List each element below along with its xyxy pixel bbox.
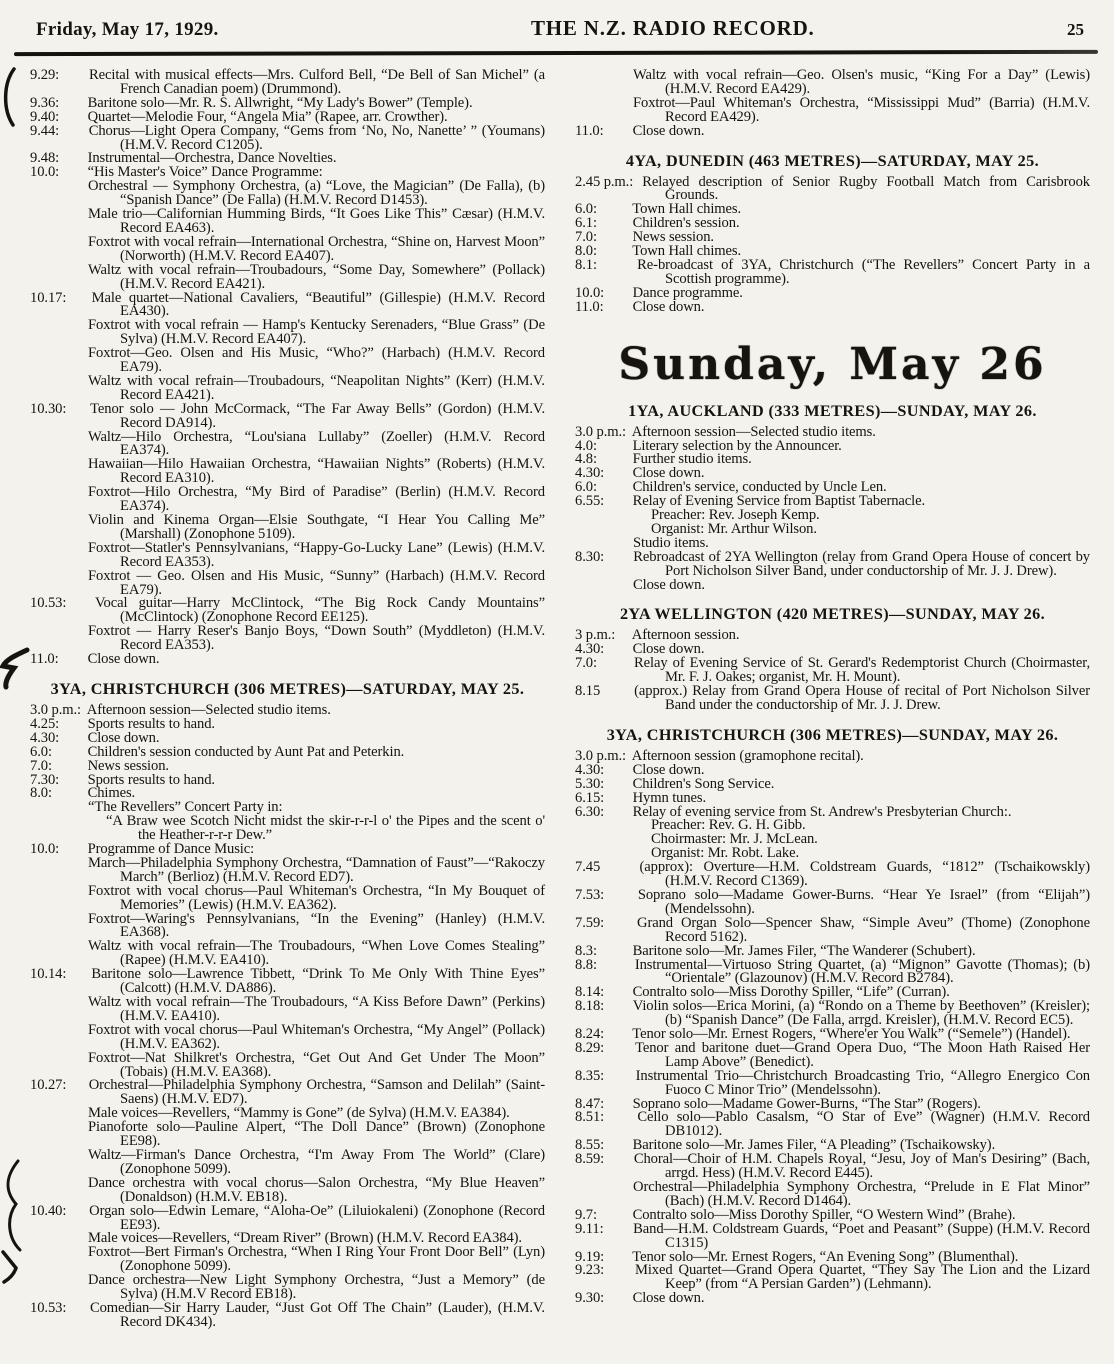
columns-container (0, 55, 1114, 1330)
entry-text: Foxtrot with vocal chorus—Paul Whiteman's Orchestra, “In My Bouquet of Memories” (Lewis) (H.M.V. EA362). (88, 882, 545, 913)
entry-text: Tenor solo—Mr. Ernest Rogers, “Where'er You Walk” (“Semele”) (Handel). (632, 1026, 1071, 1043)
entry-text: Preacher: Rev. G. H. Gibb. (651, 817, 806, 834)
entry-text: Re-broadcast of 3YA, Christchurch (“The Revellers” Concert Party in a Scottish programme). (637, 256, 1090, 287)
entry-text: Waltz with vocal refrain—The Troubadours, “When Love Comes Stealing” (Rapee) (H.M.V. EA410). (88, 938, 545, 969)
entry-text: Comedian—Sir Harry Lauder, “Just Got Off The Chain” (Lauder), (H.M.V. Record DK434). (89, 1299, 545, 1330)
programme-subentry (88, 1049, 545, 1080)
entry-text: Waltz with vocal refrain—Troubadours, “Some Day, Somewhere” (Pollack) (H.M.V. Record EA421). (88, 261, 545, 292)
time-label: 10.30: (30, 400, 67, 417)
station-title: 4YA, DUNEDIN (463 METRES)—SATURDAY, MAY 25. (625, 151, 1040, 170)
entry-text: Preacher: Rev. Joseph Kemp. (651, 507, 820, 524)
time-label: 7.0: (575, 655, 597, 672)
entry-text: Cello solo—Pablo Casalsm, “O Star of Eve” (Wagner) (H.M.V. Record DB1012). (637, 1109, 1090, 1140)
programme-entry (30, 1079, 545, 1107)
entry-text: Vocal guitar—Harry McClintock, “The Big Rock Candy Mountains” (McClintock) (Zonophone Record EE125). (94, 595, 545, 626)
programme-entry (575, 1264, 1090, 1292)
time-label: 10.53: (30, 595, 67, 612)
entry-text: Children's session. (632, 215, 740, 232)
programme-subentry (88, 347, 545, 375)
time-label: 4.8: (575, 451, 597, 468)
programme-entry (30, 597, 545, 625)
entry-text: Soprano solo—Madame Gower-Burns, “The Star” (Rogers). (632, 1095, 981, 1112)
programme-subentry (88, 514, 545, 542)
station-heading (575, 605, 1090, 623)
time-label: 4.30: (575, 761, 605, 778)
time-label: 9.48: (30, 150, 60, 167)
time-label: 4.30: (575, 641, 605, 658)
time-label: 11.0: (575, 298, 604, 315)
programme-entry (30, 122, 545, 153)
entry-text: Town Hall chimes. (632, 201, 742, 218)
entry-text: Foxtrot — Harry Reser's Banjo Boys, “Down South” (Myddleton) (H.M.V. Record EA353). (88, 623, 545, 654)
entry-text: Children's session conducted by Aunt Pat and Peterkin. (87, 743, 405, 760)
time-label: 7.59: (575, 914, 605, 931)
entry-text: Tenor and baritone duet—Grand Opera Duo, “The Moon Hath Raised Her Lamp Above” (Benedict). (635, 1039, 1090, 1070)
entry-text: Afternoon session—Selected studio items. (86, 701, 331, 718)
time-label: 8.8: (575, 956, 597, 973)
programme-subentry (88, 1121, 545, 1149)
programme-entry (575, 298, 1090, 315)
entry-text: Close down. (632, 761, 705, 778)
entry-text: Close down. (87, 729, 160, 746)
programme-subentry (88, 940, 545, 968)
programme-entry (575, 548, 1090, 579)
programme-subentry (633, 576, 1090, 593)
entry-text: Quartet—Melodie Four, “Angela Mia” (Rapee, arr. Crowther). (87, 108, 448, 125)
time-label: 5.30: (575, 775, 605, 792)
entry-text: Foxtrot—Hilo Orchestra, “My Bird of Paradise” (Berlin) (H.M.V. Record EA374). (88, 484, 545, 515)
entry-text: Choirmaster: Mr. J. McLean. (651, 831, 818, 848)
time-label: 10.0: (30, 164, 60, 181)
entry-text: “The Revellers” Concert Party in: (88, 799, 283, 816)
time-label: 4.0: (575, 437, 597, 454)
programme-entry (575, 861, 1090, 889)
programme-subentry (88, 539, 545, 570)
time-label: 10.53: (30, 1299, 67, 1316)
left-column (30, 69, 545, 1330)
entry-text: Recital with musical effects—Mrs. Culford Bell, “De Bell of San Michel” (a French Canadian poem) (Drummond). (89, 67, 545, 97)
entry-text: Baritone solo—Mr. James Filer, “The Wanderer (Schubert). (632, 942, 976, 959)
programme-entry (30, 1202, 545, 1233)
entry-text: Foxtrot—Geo. Olsen and His Music, “Who?” (Harbach) (H.M.V. Record EA79). (88, 345, 545, 376)
entry-text: Chimes. (87, 785, 136, 802)
entry-text: Afternoon session (gramophone recital). (631, 747, 864, 764)
entry-text: Pianoforte solo—Pauline Alpert, “The Doll Dance” (Brown) (Zonophone EE98). (88, 1119, 545, 1150)
time-label: 8.55: (575, 1137, 605, 1154)
programme-subentry (88, 1246, 545, 1274)
time-label: 8.30: (575, 548, 605, 565)
entry-text: Close down. (633, 576, 705, 593)
entry-text: Waltz with vocal refrain—The Troubadours, “A Kiss Before Dawn” (Perkins) (H.M.V. EA410). (88, 994, 545, 1024)
programme-subentry (88, 625, 545, 653)
time-label: 8.1: (575, 256, 597, 273)
programme-subentry (88, 882, 545, 913)
time-label: 11.0: (30, 651, 59, 668)
entry-text: Foxtrot — Geo. Olsen and His Music, “Sunny” (Harbach) (H.M.V. Record EA79). (88, 567, 545, 598)
station-heading (575, 726, 1090, 744)
programme-entry (575, 1039, 1090, 1070)
station-title: 1YA, AUCKLAND (333 METRES)—SUNDAY, MAY 26. (628, 401, 1037, 420)
entry-text: Waltz—Hilo Orchestra, “Lou'siana Lullaby” (Zoeller) (H.M.V. Record EA374). (88, 428, 545, 459)
entry-text: News session. (632, 229, 714, 246)
programme-subentry (88, 1146, 545, 1177)
masthead-title: THE N.Z. RADIO RECORD. (530, 16, 815, 40)
time-label: 8.15 (575, 683, 601, 700)
time-label: 7.45 (575, 859, 601, 876)
entry-text: Foxtrot—Nat Shilkret's Orchestra, “Get Out And Get Under The Moon” (Tobais) (H.M.V. EA368). (88, 1049, 545, 1080)
entry-text: Organ solo—Edwin Lemare, “Aloha-Oe” (Liluiokaleni) (Zonophone (Record EE93). (89, 1202, 545, 1233)
time-label: 9.11: (575, 1220, 604, 1237)
entry-text: Children's service, conducted by Uncle Len. (632, 479, 887, 496)
entry-text: Baritone solo—Lawrence Tibbett, “Drink To Me Only With Thine Eyes” (Calcott) (H.M.V. DA886). (91, 966, 545, 997)
programme-subentry (88, 1021, 545, 1052)
entry-text: Foxtrot with vocal refrain — Hamp's Kentucky Serenaders, “Blue Grass” (De Sylva) (H.M.V. Record EA407). (88, 317, 545, 348)
programme-entry (575, 657, 1090, 685)
entry-text: Mixed Quartet—Grand Opera Quartet, “They Say The Lion and the Lizard Keep” (from “A Persian Garden”) (Lehmann). (634, 1262, 1090, 1293)
programme-subentry (88, 372, 545, 403)
time-label: 9.7: (575, 1206, 597, 1223)
time-label: 8.29: (575, 1039, 605, 1056)
entry-text: Grand Organ Solo—Spencer Shaw, “Simple Aveu” (Thome) (Zonophone Record 5162). (637, 914, 1090, 945)
entry-text: Waltz with vocal refrain—Troubadours, “Neapolitan Nights” (Kerr) (H.M.V. Record EA421). (88, 372, 545, 403)
entry-text: Programme of Dance Music: (87, 841, 255, 858)
page-number: 25 (1067, 20, 1084, 39)
station-title: 3YA, CHRISTCHURCH (306 METRES)—SUNDAY, MAY 26. (606, 725, 1059, 744)
time-label: 7.30: (30, 771, 60, 788)
programme-subentry (88, 208, 545, 236)
entry-text: Foxtrot with vocal refrain—International Orchestra, “Shine on, Harvest Moon” (Norworth) (H.M.V. Record EA407). (88, 233, 545, 264)
entry-text: (approx): Overture—H.M. Coldstream Guards, “1812” (Tschaikowskly) (H.M.V. Record C1369). (639, 859, 1090, 890)
entry-text: Children's Song Service. (632, 775, 775, 792)
entry-text: Foxtrot—Statler's Pennsylvanians, “Happy-Go-Lucky Lane” (Lewis) (H.M.V. Record EA353). (88, 539, 545, 570)
entry-text: Relay of evening service from St. Andrew's Presbyterian Church:. (632, 803, 1012, 820)
entry-text: Organist: Mr. Arthur Wilson. (651, 520, 817, 537)
entry-text: Foxtrot—Waring's Pennsylvanians, “In the Evening” (Hanley) (H.M.V. EA368). (88, 910, 545, 941)
programme-subentry (88, 567, 545, 598)
time-label: 10.40: (30, 1202, 67, 1219)
time-label: 8.51: (575, 1109, 605, 1126)
time-label: 7.0: (575, 229, 597, 246)
entry-text: Hawaiian—Hilo Hawaiian Orchestra, “Hawaiian Nights” (Roberts) (H.M.V. Record EA310). (88, 456, 545, 487)
entry-text: Literary selection by the Announcer. (632, 437, 842, 454)
entry-text: Band—H.M. Coldstream Guards, “Poet and Peasant” (Suppe) (H.M.V. Record C1315) (633, 1220, 1090, 1251)
entry-text: News session. (87, 757, 169, 774)
programme-entry (30, 400, 545, 431)
time-label: 8.47: (575, 1095, 605, 1112)
station-heading (575, 402, 1090, 420)
programme-subentry (88, 180, 545, 208)
entry-text: Afternoon session. (631, 627, 740, 644)
entry-text: Dance orchestra—New Light Symphony Orchestra, “Just a Memory” (de Sylva) (H.M.V Record EB18). (88, 1272, 545, 1303)
programme-entry (30, 968, 545, 996)
entry-text: Dance programme. (632, 284, 743, 301)
time-label: 8.14: (575, 984, 605, 1001)
time-label: 11.0: (575, 122, 604, 139)
programme-subentry (88, 910, 545, 941)
time-label: 8.3: (575, 942, 597, 959)
time-label: 3.0 p.m.: (575, 423, 626, 440)
time-label: 6.0: (575, 479, 597, 496)
time-label: 6.15: (575, 789, 605, 806)
entry-text: Studio items. (633, 534, 709, 551)
programme-entry (575, 1292, 1090, 1306)
time-label: 8.18: (575, 998, 605, 1015)
time-label: 3.0 p.m.: (575, 747, 626, 764)
entry-text: Male trio—Californian Humming Birds, “It Goes Like This” Cæsar) (H.M.V. Record EA463). (88, 206, 545, 236)
programme-subentry (633, 1181, 1090, 1209)
entry-text: Close down. (87, 651, 160, 668)
entry-text: Relay of Evening Service of St. Gerard's Redemptorist Church (Choirmaster, Mr. F. J. Oakes; organist, Mr. H. Mount). (634, 655, 1090, 686)
programme-entry (30, 653, 545, 667)
page-header (0, 0, 1114, 41)
programme-detail-line (651, 520, 1090, 537)
entry-text: Close down. (632, 1290, 705, 1307)
programme-subentry (633, 94, 1090, 125)
time-label: 10.14: (30, 966, 67, 983)
entry-text: Orchestral—Philadelphia Symphony Orchestra, “Samson and Delilah” (Saint-Saens) (H.M.V. ED7). (88, 1077, 545, 1108)
programme-subentry (633, 69, 1090, 97)
time-label: 8.24: (575, 1026, 605, 1043)
entry-text: Male voices—Revellers, “Dream River” (Brown) (H.M.V. Record EA384). (88, 1230, 522, 1247)
time-label: 4.30: (575, 465, 605, 482)
entry-text: Orchestral — Symphony Orchestra, (a) “Love, the Magician” (De Falla), (b) “Spanish Dance” (De Falla) (H.M.V. Record D1453). (88, 178, 545, 209)
entry-text: Sports results to hand. (87, 715, 215, 732)
entry-text: Close down. (632, 298, 705, 315)
station-title: 2YA WELLINGTON (420 METRES)—SUNDAY, MAY 26. (619, 605, 1046, 624)
time-label: 10.0: (575, 284, 605, 301)
programme-entry (30, 1299, 545, 1330)
time-label: 8.35: (575, 1067, 605, 1084)
programme-subentry (88, 1174, 545, 1205)
programme-entry (575, 1220, 1090, 1251)
programme-entry (575, 956, 1090, 987)
entry-text: “A Braw wee Scotch Nicht midst the skir-r-r-l o' the Pipes and the scent o' the Heather-r-r-r Dew.” (106, 813, 545, 844)
time-label: 9.44: (30, 122, 60, 139)
entry-text: Rebroadcast of 2YA Wellington (relay from Grand Opera House of concert by Port Nicholson Silver Band, under conductorship of Mr. J. J. Drew). (633, 548, 1090, 579)
time-label: 8.0: (30, 785, 52, 802)
programme-subentry (88, 319, 545, 347)
entry-text: Further studio items. (632, 451, 752, 468)
programme-subentry (88, 1274, 545, 1302)
time-label: 3 p.m.: (575, 627, 616, 644)
entry-text: Relayed description of Senior Rugby Football Match from Carisbrook Grounds. (642, 173, 1090, 204)
time-label: 7.0: (30, 757, 52, 774)
station-heading (30, 680, 545, 698)
programme-entry (575, 1153, 1090, 1181)
programme-entry (575, 685, 1090, 713)
entry-text: Contralto solo—Miss Dorothy Spiller, “Life” (Curran). (632, 984, 950, 1001)
station-title: 3YA, CHRISTCHURCH (306 METRES)—SATURDAY, MAY 25. (50, 679, 525, 698)
entry-text: Male quartet—National Cavaliers, “Beautiful” (Gillespie) (H.M.V. Record EA430). (91, 289, 545, 320)
entry-text: Foxtrot—Bert Firman's Orchestra, “When I Ring Your Front Door Bell” (Lyn) (Zonophone 5099). (88, 1244, 545, 1275)
entry-text: Waltz with vocal refrain—Geo. Olsen's music, “King For a Day” (Lewis) (H.M.V. Record EA429). (633, 67, 1090, 97)
time-label: 6.30: (575, 803, 605, 820)
entry-text: Tenor solo — John McCormack, “The Far Away Bells” (Gordon) (H.M.V. Record DA914). (90, 400, 545, 431)
time-label: 6.0: (30, 743, 52, 760)
programme-entry (575, 914, 1090, 945)
programme-entry (575, 256, 1090, 287)
entry-text: Instrumental Trio—Christchurch Broadcasting Trio, “Allegro Energico Con Fuoco C Minor Trio” (Mendelssohn). (635, 1067, 1090, 1098)
programme-subentry (88, 854, 545, 885)
entry-text: Dance orchestra with vocal chorus—Salon Orchestra, “My Blue Heaven” (Donaldson) (H.M.V. EB18). (88, 1174, 545, 1205)
time-label: 3.0 p.m.: (30, 701, 81, 718)
entry-text: Orchestral—Philadelphia Symphony Orchestra, “Prelude in E Flat Minor” (Bach) (H.M.V. Record D1464). (633, 1179, 1090, 1209)
time-label: 10.17: (30, 289, 67, 306)
entry-text: Foxtrot—Paul Whiteman's Orchestra, “Mississippi Mud” (Barria) (H.M.V. Record EA429). (633, 94, 1090, 125)
entry-text: Organist: Mr. Robt. Lake. (651, 845, 800, 862)
entry-text: Contralto solo—Miss Dorothy Spiller, “O Western Wind” (Brahe). (632, 1206, 1016, 1223)
time-label: 7.53: (575, 886, 605, 903)
programme-entry (575, 1067, 1090, 1098)
time-label: 9.29: (30, 67, 60, 83)
entry-text: Relay of Evening Service from Baptist Tabernacle. (632, 493, 926, 510)
programme-entry (575, 1000, 1090, 1028)
time-label: 8.59: (575, 1151, 605, 1168)
programme-entry (575, 173, 1090, 204)
entry-text: Hymn tunes. (632, 789, 707, 806)
time-label: 9.30: (575, 1290, 605, 1307)
entry-text: Waltz—Firman's Dance Orchestra, “I'm Away From The World” (Clare) (Zonophone 5099). (88, 1146, 545, 1177)
programme-subentry (88, 996, 545, 1024)
time-label: 9.40: (30, 108, 60, 125)
entry-text: Afternoon session—Selected studio items. (631, 423, 876, 440)
entry-text: Chorus—Light Opera Company, “Gems from ‘No, No, Nanette’ ” (Youmans) (H.M.V. Record C1205). (88, 122, 545, 153)
programme-subentry (88, 261, 545, 292)
entry-text: “His Master's Voice” Dance Programme: (87, 164, 323, 181)
programme-entry (575, 886, 1090, 917)
programme-subentry (88, 233, 545, 264)
entry-text: Baritone solo—Mr. James Filer, “A Pleading” (Tschaikowsky). (632, 1137, 996, 1154)
entry-text: Sports results to hand. (87, 771, 215, 788)
entry-text: Choral—Choir of H.M. Chapels Royal, “Jesu, Joy of Man's Desiring” (Bach, arrgd. Hess) (H.M.V. Record E445). (633, 1151, 1090, 1182)
day-title: Sunday, May 26 (618, 338, 1047, 390)
programme-entry (575, 122, 1090, 139)
programme-subentry (88, 428, 545, 459)
programme-entry (30, 289, 545, 320)
time-label: 8.0: (575, 243, 597, 260)
right-column (575, 69, 1090, 1330)
programme-entry (30, 69, 545, 97)
station-heading (575, 152, 1090, 170)
entry-text: Baritone solo—Mr. R. S. Allwright, “My Lady's Bower” (Temple). (87, 94, 473, 111)
time-label: 4.30: (30, 729, 60, 746)
time-label: 10.0: (30, 841, 60, 858)
entry-text: Close down. (632, 465, 705, 482)
programme-entry (575, 1111, 1090, 1139)
entry-text: Foxtrot with vocal chorus—Paul Whiteman's Orchestra, “My Angel” (Pollack) (H.M.V. EA362). (88, 1021, 545, 1052)
entry-text: Tenor solo—Mr. Ernest Rogers, “An Evening Song” (Blumenthal). (632, 1248, 1019, 1265)
entry-text: Instrumental—Orchestra, Dance Novelties. (87, 150, 337, 167)
time-label: 6.1: (575, 215, 597, 232)
time-label: 9.23: (575, 1262, 605, 1279)
day-heading (575, 338, 1090, 390)
entry-text: Violin and Kinema Organ—Elsie Southgate, “I Hear You Calling Me” (Marshall) (Zonophone 5109). (88, 512, 545, 542)
entry-text: Soprano solo—Madame Gower-Burns. “Hear Ye Israel” (from “Elijah”) (Mendelssohn). (637, 886, 1090, 917)
entry-text: Male voices—Revellers, “Mammy is Gone” (de Sylva) (H.M.V. EA384). (88, 1105, 510, 1122)
entry-text: Close down. (632, 641, 705, 658)
date-line: Friday, May 17, 1929. (36, 19, 219, 40)
programme-subentry (88, 458, 545, 486)
entry-text: Town Hall chimes. (632, 243, 742, 260)
time-label: 6.55: (575, 493, 605, 510)
time-label: 6.0: (575, 201, 597, 218)
programme-subentry (88, 486, 545, 514)
programme-detail-line (106, 815, 545, 843)
time-label: 10.27: (30, 1077, 67, 1094)
time-label: 9.36: (30, 94, 60, 111)
entry-text: Violin solos—Erica Morini, (a) “Rondo on a Theme by Beethoven” (Kreisler); (b) “Spanish Dance” (De Falla, arrgd. Kreisler), (H.M.V. Record EC5). (632, 998, 1090, 1029)
time-label: 2.45 p.m.: (575, 173, 634, 190)
time-label: 4.25: (30, 715, 60, 732)
time-label: 9.19: (575, 1248, 605, 1265)
entry-text: Instrumental—Virtuoso String Quartet, (a) “Mignon” Gavotte (Thomas); (b) “Orientale” (Glazounov) (H.M.V. Record B2784). (634, 956, 1090, 987)
entry-text: March—Philadelphia Symphony Orchestra, “Damnation of Faust”—“Rakoczy March” (Berlioz) (H.M.V. Record ED7). (88, 854, 545, 885)
entry-text: Close down. (632, 122, 705, 139)
entry-text: (approx.) Relay from Grand Opera House of recital of Port Nicholson Silver Band under the conductorship of Mr. J. J. Drew. (634, 683, 1090, 713)
